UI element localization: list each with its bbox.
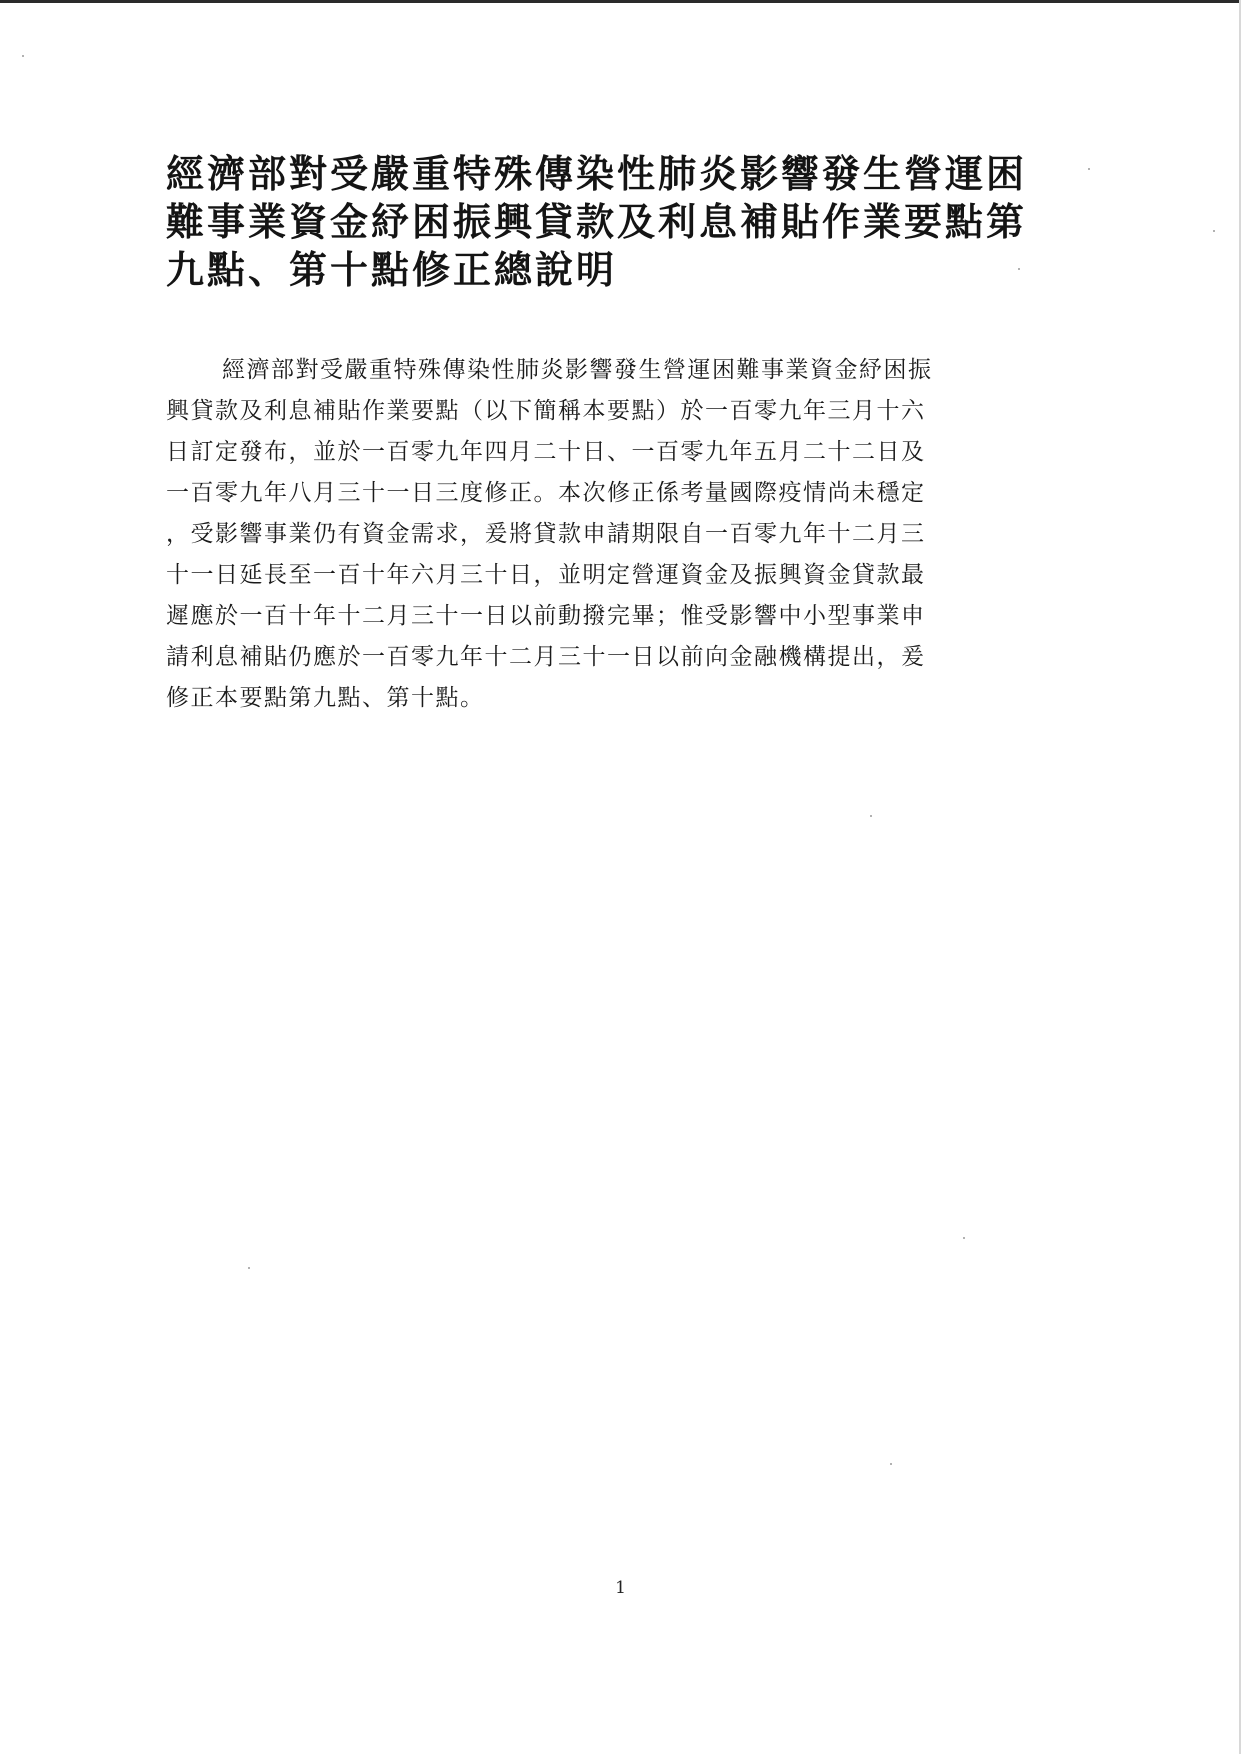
body-line: 一百零九年八月三十一日三度修正。本次修正係考量國際疫情尚未穩定 — [166, 480, 926, 506]
body-line: 修正本要點第九點、第十點。 — [166, 685, 485, 711]
scan-speck — [963, 1237, 965, 1239]
document-body — [166, 350, 1066, 719]
scan-speck — [1088, 168, 1090, 170]
document-title-line: 經濟部對受嚴重特殊傳染性肺炎影響發生營運困 — [166, 151, 1028, 196]
scan-speck — [248, 1267, 250, 1269]
scan-speck — [890, 1463, 892, 1465]
page-number: 1 — [615, 1578, 626, 1598]
scan-top-edge — [0, 0, 1241, 3]
body-line: ，受影響事業仍有資金需求，爰將貸款申請期限自一百零九年十二月三 — [166, 521, 926, 547]
body-line: 遲應於一百十年十二月三十一日以前動撥完畢；惟受影響中小型事業申 — [166, 603, 926, 629]
document-title-line: 難事業資金紓困振興貸款及利息補貼作業要點第 — [166, 199, 1028, 244]
document-title-line: 九點、第十點修正總說明 — [166, 247, 618, 292]
body-line: 十一日延長至一百十年六月三十日，並明定營運資金及振興資金貸款最 — [166, 562, 926, 588]
scan-speck — [870, 815, 872, 817]
body-line: 請利息補貼仍應於一百零九年十二月三十一日以前向金融機構提出，爰 — [166, 644, 926, 670]
scan-speck — [1213, 230, 1215, 232]
document-title — [166, 150, 1066, 294]
body-line: 興貸款及利息補貼作業要點（以下簡稱本要點）於一百零九年三月十六 — [166, 398, 926, 424]
body-line: 經濟部對受嚴重特殊傳染性肺炎影響發生營運困難事業資金紓困振 — [222, 357, 933, 383]
scan-speck — [22, 55, 24, 57]
body-line: 日訂定發布，並於一百零九年四月二十日、一百零九年五月二十二日及 — [166, 439, 926, 465]
